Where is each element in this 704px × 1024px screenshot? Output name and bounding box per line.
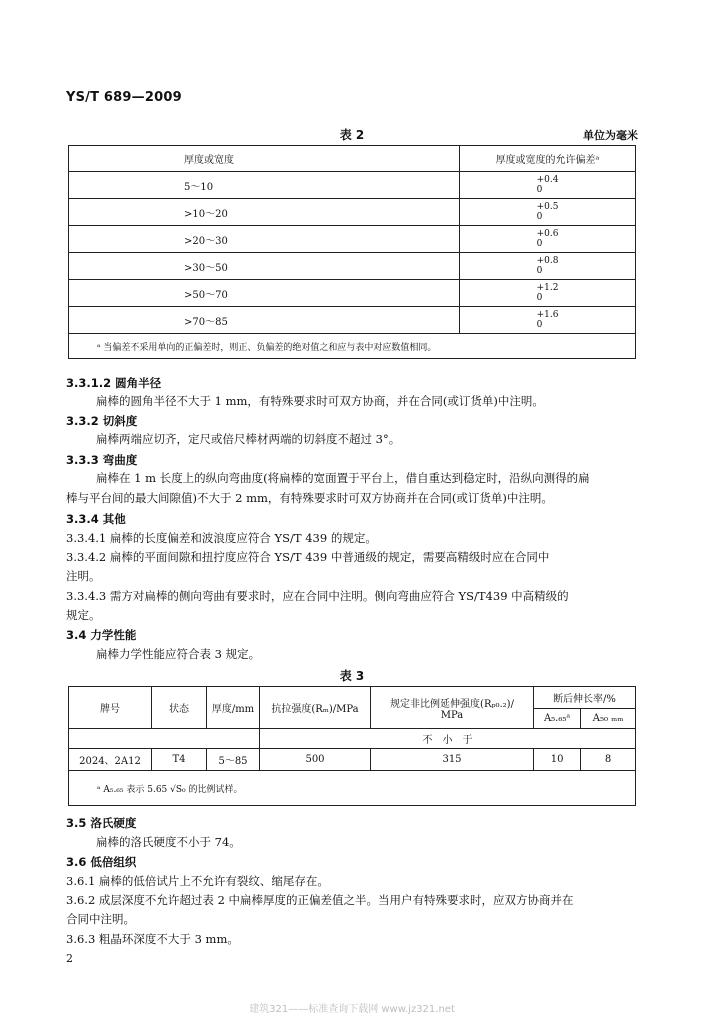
table3-elongation-header: 断后伸长率/%: [534, 687, 636, 709]
table3-yield: 315: [371, 749, 534, 771]
table3-temper: T4: [152, 749, 207, 771]
section-3-3-3-title: 3.3.3 弯曲度: [66, 453, 138, 467]
table3-a50: 8: [581, 749, 636, 771]
table2-footnote-row: [69, 334, 636, 359]
table2-title: 表 2: [339, 128, 365, 142]
section-3-5-text: 扁棒的洛氏硬度不小于 74。: [96, 835, 241, 849]
table-row: [69, 199, 636, 226]
table3-tensile-header: 抗拉强度(Rₘ)/MPa: [260, 687, 371, 729]
table3-grade: 2024、2A12: [69, 749, 152, 771]
section-3-6-title: 3.6 低倍组织: [66, 855, 137, 869]
section-3-6-3-text: 3.6.3 粗晶环深度不大于 3 mm。: [66, 932, 239, 946]
section-3-5-title: 3.5 洛氏硬度: [66, 816, 137, 830]
tolerance-lower: 0: [536, 266, 543, 276]
section-3-3-1-2-text: 扁棒的圆角半径不大于 1 mm，有特殊要求时可双方协商，并在合同(或订货单)中注明。: [96, 394, 544, 408]
table-row: [69, 307, 636, 334]
table-row: [69, 172, 636, 199]
table2-tolerance: [537, 175, 559, 195]
tolerance-upper: +0.5: [536, 202, 559, 212]
table3-temper-header: 状态: [152, 687, 207, 729]
tolerance-upper: +0.8: [536, 256, 559, 266]
standard-number: YS/T 689—2009: [66, 90, 182, 105]
table2-range: >70～85: [69, 307, 460, 334]
section-3-3-4-3-text-2: 规定。: [66, 608, 101, 622]
section-3-3-3-text-2: 棒与平台间的最大间隙值)不大于 2 mm，有特殊要求时可双方协商并在合同(或订货单)中注明。: [66, 491, 553, 505]
tolerance-lower: 0: [536, 320, 543, 330]
section-3-3-4-3-text-1: 3.3.4.3 需方对扁棒的侧向弯曲有要求时，应在合同中注明。侧向弯曲应符合 YS/T439 中高精级的: [66, 589, 569, 603]
table3-thickness: 5～85: [207, 749, 260, 771]
table2-tolerance: [537, 229, 559, 249]
section-3-4-text: 扁棒力学性能应符合表 3 规定。: [96, 647, 261, 661]
table-row: [69, 749, 636, 771]
section-3-3-4-1-text: 3.3.4.1 扁棒的长度偏差和波浪度应符合 YS/T 439 的规定。: [66, 531, 377, 545]
table2-col1-header: 厚度或宽度: [69, 146, 460, 172]
tolerance-upper: +0.6: [536, 229, 559, 239]
table2-range: >20～30: [69, 226, 460, 253]
table3-header-row-1: [69, 687, 636, 709]
section-3-3-4-title: 3.3.4 其他: [66, 512, 126, 526]
table3-yield-header-line1: 规定非比例延伸强度(Rₚ₀.₂)/: [390, 698, 514, 710]
table2-tolerance: [537, 310, 559, 330]
table2-range: 5～10: [69, 172, 460, 199]
table2-col2-header: 厚度或宽度的允许偏差ᵃ: [460, 146, 636, 172]
table-row: [69, 253, 636, 280]
tolerance-lower: 0: [536, 293, 543, 303]
table3-a50-header: A₅₀ ₘₘ: [581, 709, 636, 729]
section-3-6-2-text-1: 3.6.2 成层深度不允许超过表 2 中扁棒厚度的正偏差值之半。当用户有特殊要求时，应双方协商并在: [66, 893, 574, 907]
table3-a565-header: A₅.₆₅ᵃ: [534, 709, 581, 729]
table3-tensile: 500: [260, 749, 371, 771]
table3-not-less-row: [69, 729, 636, 749]
table2-tolerance: [537, 202, 559, 222]
table2-tolerance: [537, 283, 559, 303]
table3-a565: 10: [534, 749, 581, 771]
section-3-3-3-text-1: 扁棒在 1 m 长度上的纵向弯曲度(将扁棒的宽面置于平台上，借自重达到稳定时，沿纵向测得的扁: [96, 471, 590, 485]
table2-header-row: [69, 146, 636, 172]
table3-grade-header: 牌号: [69, 687, 152, 729]
section-3-6-1-text: 3.6.1 扁棒的低倍试片上不允许有裂纹、缩尾存在。: [66, 874, 329, 888]
table2-range: >50～70: [69, 280, 460, 307]
tolerance-upper: +1.2: [536, 283, 559, 293]
tolerance-upper: +1.6: [536, 310, 559, 320]
table-row: [69, 226, 636, 253]
section-3-4-title: 3.4 力学性能: [66, 628, 137, 642]
table2-footnote: ᵃ 当偏差不采用单向的正偏差时，则正、负偏差的绝对值之和应与表中对应数值相同。: [69, 334, 636, 359]
table2-range: >30～50: [69, 253, 460, 280]
table-row: [69, 280, 636, 307]
watermark: 建筑321——标准查询下载网 www.jz321.net: [249, 1004, 455, 1015]
tolerance-lower: 0: [536, 212, 543, 222]
table2-range: >10～20: [69, 199, 460, 226]
section-3-6-2-text-2: 合同中注明。: [66, 912, 135, 926]
section-3-3-2-title: 3.3.2 切斜度: [66, 414, 138, 428]
table3-yield-header-line2: MPa: [440, 709, 464, 721]
section-3-3-4-2-text-1: 3.3.4.2 扁棒的平面间隙和扭拧度应符合 YS/T 439 中普通级的规定，需要高精级时应在合同中: [66, 550, 550, 564]
section-3-3-1-2-title: 3.3.1.2 圆角半径: [66, 376, 162, 390]
table2-tolerance: [537, 256, 559, 276]
section-3-3-2-text: 扁棒两端应切齐，定尺或倍尺棒材两端的切斜度不超过 3°。: [96, 432, 401, 446]
table3-footnote-row: [69, 771, 636, 806]
table3-yield-header: [371, 687, 534, 729]
table3-not-less-than: 不 小 于: [260, 729, 636, 749]
tolerance-upper: +0.4: [536, 175, 559, 185]
page-number: 2: [66, 952, 73, 965]
table-3: [68, 686, 636, 806]
table3-thickness-header: 厚度/mm: [207, 687, 260, 729]
table2-unit: 单位为毫米: [583, 129, 638, 142]
tolerance-lower: 0: [536, 185, 543, 195]
table-2: [68, 145, 636, 359]
tolerance-lower: 0: [536, 239, 543, 249]
table3-title: 表 3: [339, 669, 365, 683]
table3-footnote: ᵃ A₅.₆₅ 表示 5.65 √S₀ 的比例试样。: [69, 771, 636, 806]
section-3-3-4-2-text-2: 注明。: [66, 569, 101, 583]
